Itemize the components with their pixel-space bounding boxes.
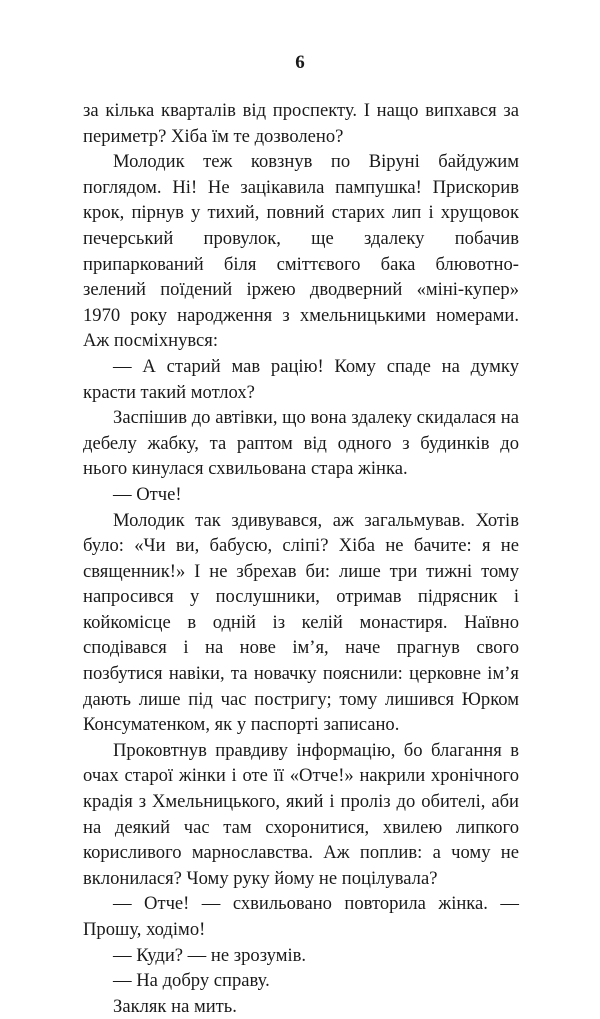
paragraph: Закляк на мить. — [113, 995, 237, 1017]
paragraph: — Куди? — не зрозумів. — [113, 944, 307, 966]
paragraph: — На добру справу. — [113, 970, 270, 992]
paragraph: Проковтнув правдиву інформацію, бо благання в очах старої жінки і оте її «Отче!» накрили хронічного крадія з Хмельницького, який і проліз до обителі, аби на деякий час там схоронитися, хвилею липкого корисливого марнославства. Аж поплив: а чому не вклонилася? Чому руку йому не поцілувала? — [83, 739, 519, 889]
body-text — [83, 98, 519, 1019]
paragraph: — А старий мав рацію! Кому спаде на думку красти такий мотлох? — [83, 355, 519, 403]
paragraph: — Отче! — схвильовано повторила жінка. — Прошу, ходімо! — [83, 893, 519, 940]
page-number: 6 — [295, 52, 305, 73]
paragraph: Молодик так здивувався, аж загальмував. Хотів було: «Чи ви, бабусю, сліпі? Хіба не бачите: я не священник!» І не збрехав би: лише три тижні тому напросився у послушники, отримав підрясник і койкомісце в одній із келій монастиря. Наївно сподівався і на нове ім’я, наче прагнув свого позбутися навіки, та новачку пояснили: церковне ім’я дають лише під час постригу; тому лишився Юрком Консуматенком, як у паспорті записано. — [83, 509, 519, 736]
paragraph: — Отче! — [113, 483, 182, 505]
paragraph: Заспішив до автівки, що вона здалеку скидалася на дебелу жабку, та раптом від одного з будинків до нього кинулася схвильована стара жінка. — [83, 407, 519, 480]
paragraph: за кілька кварталів від проспекту. І нащо випхався за периметр? Хіба їм те дозволено? — [83, 100, 519, 147]
paragraph: Молодик теж ковзнув по Віруні байдужим поглядом. Ні! Не зацікавила пампушка! Прискорив крок, пірнув у тихий, повний старих лип і хрущовок печерський провулок, ще здалеку побачив припаркований біля сміттєвого бака блювотно-зелений поїдений іржею дводверний «міні-купер» 1970 року народження з хмельницькими номерами. Аж посміхнувся: — [83, 151, 519, 352]
